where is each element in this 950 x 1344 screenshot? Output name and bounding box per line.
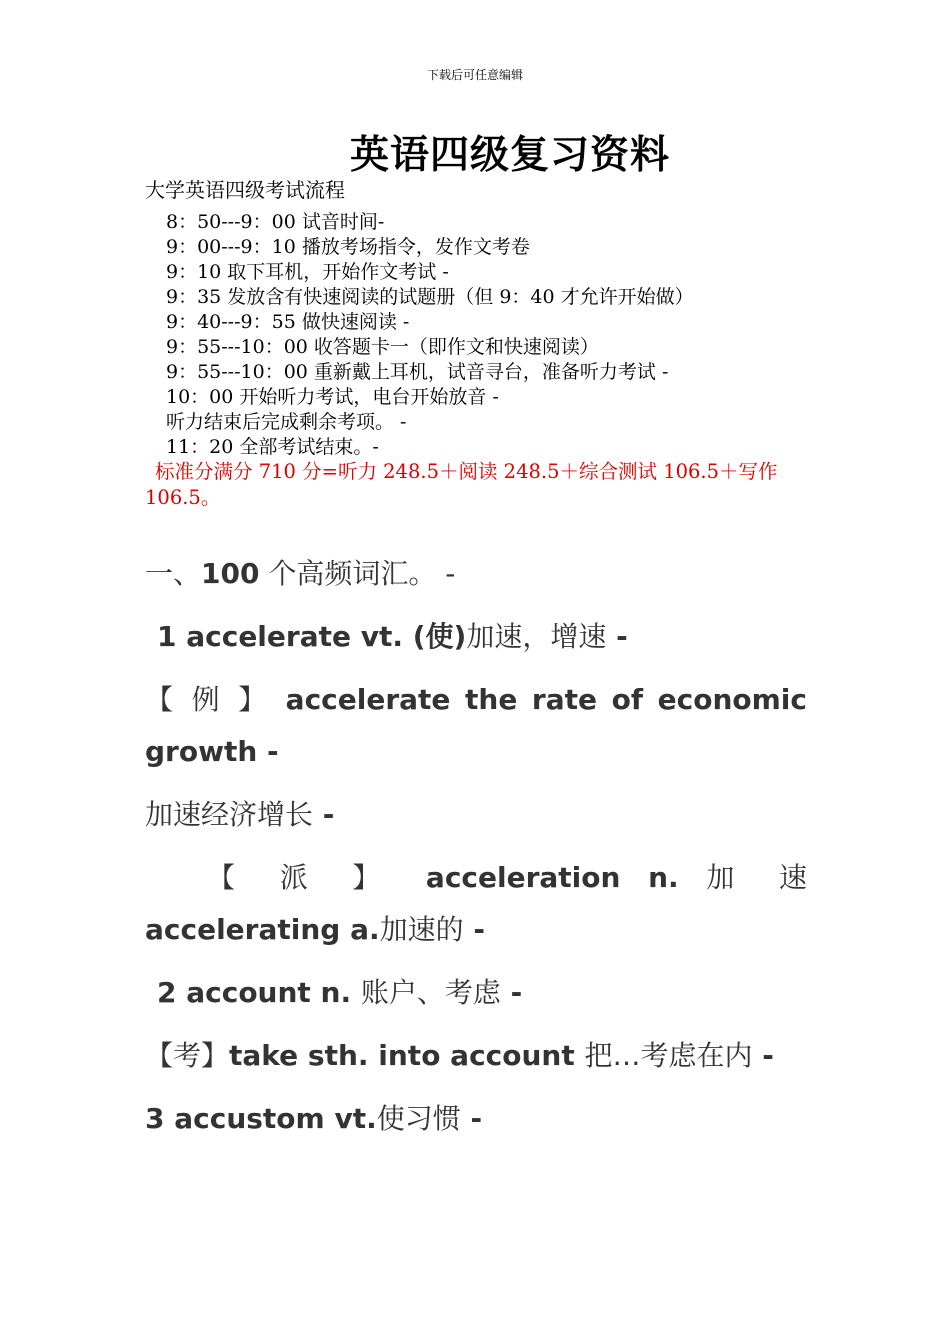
entry-1-tail: - [606, 620, 628, 653]
entry-1-derive-mark: 【 派 】 [207, 861, 399, 894]
entry-1-derive-en: acceleration n. [398, 861, 707, 894]
entry-3-term: 3 accustom vt. [145, 1102, 377, 1135]
score-breakdown-note: 标准分满分 710 分=听力 248.5＋阅读 248.5＋综合测试 106.5＋写作 106.5。 [145, 460, 778, 509]
entry-1-example [145, 674, 807, 778]
entry-1-example-mark: 【 例 】 [145, 683, 272, 716]
entry-1-derive-en2: accelerating a. [145, 913, 380, 946]
entry-2-exam-mark: 【考】 [145, 1039, 230, 1072]
entry-1-derivatives [145, 852, 807, 956]
exam-schedule-list [166, 210, 694, 460]
entry-1-headword [145, 611, 807, 663]
schedule-item: 11：20 全部考试结束。- [166, 436, 379, 458]
section-heading-prefix: 一、 [145, 557, 202, 590]
entry-2-exam-tail: - [752, 1039, 774, 1072]
entry-2-meaning: 账户、考虑 [360, 976, 501, 1009]
section-heading-text: 个高频词汇。 - [259, 557, 456, 590]
entry-3-tail: - [460, 1102, 483, 1135]
entry-1-derive-tail: - [463, 913, 485, 946]
schedule-item: 9：40---9：55 做快速阅读 - [166, 311, 410, 333]
entry-1-example-cn: 加速经济增长 [145, 798, 314, 831]
entry-1-term: 1 accelerate vt. (使) [157, 620, 467, 653]
schedule-item: 9：35 发放含有快速阅读的试题册（但 9：40 才允许开始做） [166, 286, 694, 308]
entry-2-headword [145, 967, 807, 1019]
schedule-item: 9：00---9：10 播放考场指令，发作文考卷 [166, 236, 530, 258]
entry-1-meaning: 加速，增速 [466, 620, 607, 653]
entry-1-example-translation [145, 789, 807, 841]
entry-1-derive-cn2: 加速的 [379, 913, 464, 946]
section-heading-number: 100 [201, 557, 260, 590]
header-note: 下载后可任意编辑 [426, 68, 523, 82]
entry-3-meaning: 使习惯 [376, 1102, 461, 1135]
schedule-item: 9：55---10：00 收答题卡一（即作文和快速阅读） [166, 336, 599, 358]
section-heading [145, 548, 807, 600]
entry-2-exam-en: take sth. into account [229, 1039, 585, 1072]
entry-2-exam-cn: 把…考虑在内 [584, 1039, 753, 1072]
exam-process-subtitle: 大学英语四级考试流程 [145, 178, 345, 202]
entry-2-exam-point [145, 1030, 807, 1082]
entry-1-example-cn-tail: - [313, 798, 335, 831]
entry-1-example-text: accelerate the rate of economic growth - [145, 683, 807, 768]
schedule-item: 8：50---9：00 试音时间- [166, 211, 385, 233]
vocabulary-section [145, 548, 807, 1156]
schedule-item: 10：00 开始听力考试，电台开始放音 - [166, 386, 499, 408]
schedule-item: 9：10 取下耳机，开始作文考试 - [166, 261, 449, 283]
schedule-item: 听力结束后完成剩余考项。 - [166, 411, 407, 433]
entry-3-headword [145, 1093, 807, 1145]
entry-2-term: 2 account n. [157, 976, 361, 1009]
document-title: 英语四级复习资料 [349, 133, 670, 178]
schedule-item: 9：55---10：00 重新戴上耳机，试音寻台，准备听力考试 - [166, 361, 669, 383]
entry-1-derive-cn: 加 速 [706, 861, 808, 894]
entry-2-tail: - [500, 976, 523, 1009]
